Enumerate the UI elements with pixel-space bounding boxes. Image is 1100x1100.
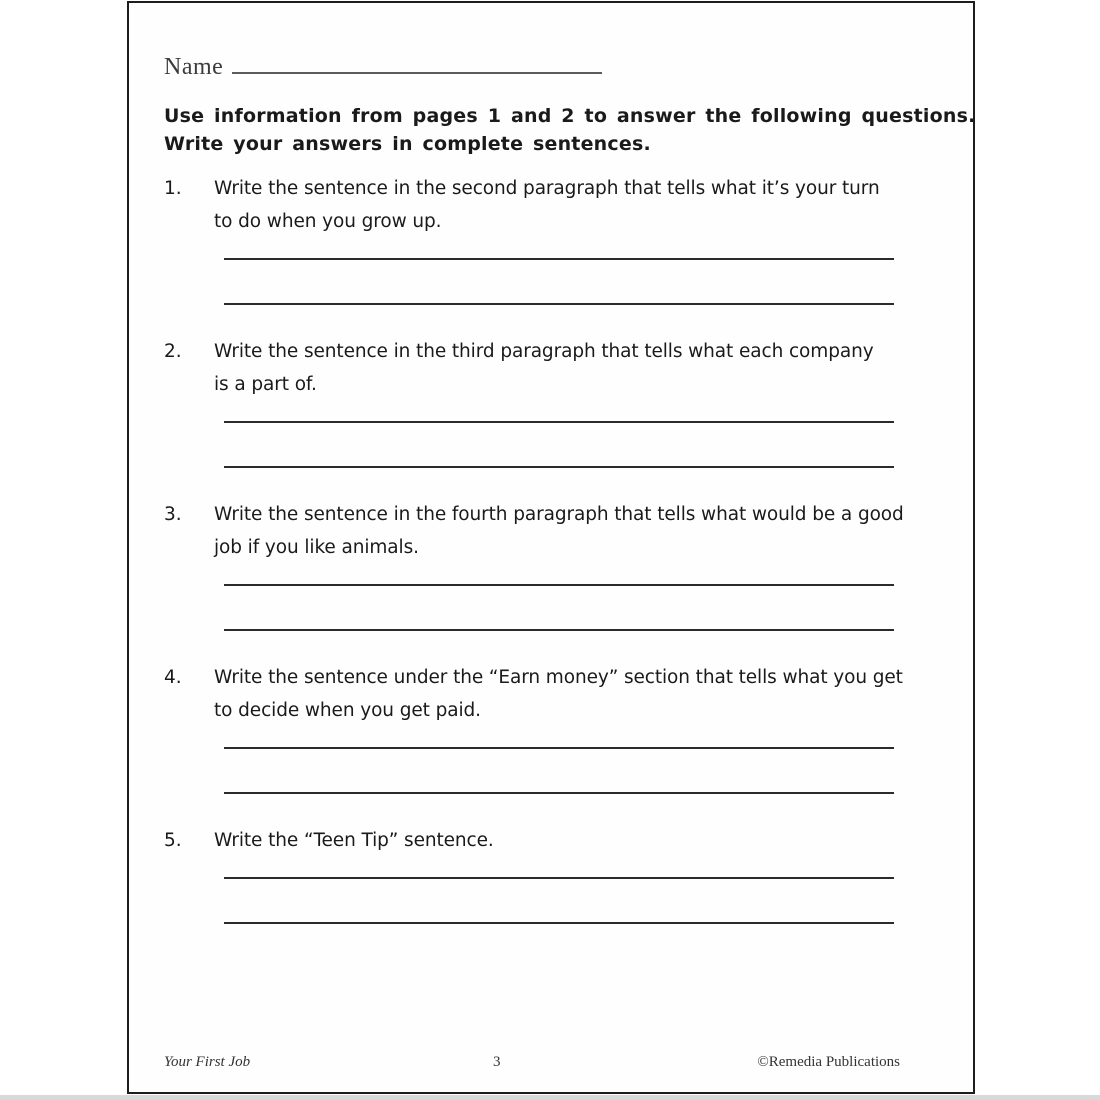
footer-publisher: ©Remedia Publications [757,1054,900,1070]
question-5 [164,824,973,924]
footer-page-number: 3 [493,1054,501,1070]
question-4-text [214,661,903,727]
worksheet-page [127,1,975,1094]
scan-edge-strip [0,1095,1100,1100]
answer-line [224,877,894,879]
question-list [129,172,973,924]
question-1-text [214,172,880,238]
footer-book-title: Your First Job [164,1054,251,1070]
answer-line [224,747,894,749]
name-row [164,49,973,81]
answer-line [224,303,894,305]
instructions-line-1: Use information from pages 1 and 2 to answer the following questions. [164,105,976,128]
instructions [164,102,976,158]
question-4 [164,661,973,794]
question-2-line-1: Write the sentence in the third paragraph that tells what each company [214,341,874,363]
question-1 [164,172,973,305]
question-4-number: 4. [164,667,182,689]
answer-line [224,922,894,924]
question-1-line-1: Write the sentence in the second paragraph that tells what it’s your turn [214,178,880,200]
name-label: Name [164,54,224,81]
question-3-line-2: job if you like animals. [214,537,419,559]
question-3-number: 3. [164,504,182,526]
answer-line [224,258,894,260]
answer-line [224,629,894,631]
instructions-line-2: Write your answers in complete sentences. [164,133,651,156]
question-2-number: 2. [164,341,182,363]
question-5-number: 5. [164,830,182,852]
name-blank-line [232,49,602,74]
question-3-line-1: Write the sentence in the fourth paragraph that tells what would be a good [214,504,904,526]
question-4-line-2: to decide when you get paid. [214,700,481,722]
question-2 [164,335,973,468]
question-1-number: 1. [164,178,182,200]
answer-line [224,792,894,794]
page-footer [129,1054,973,1074]
question-3 [164,498,973,631]
question-2-text [214,335,874,401]
question-4-line-1: Write the sentence under the “Earn money” section that tells what you get [214,667,903,689]
answer-line [224,421,894,423]
question-1-line-2: to do when you grow up. [214,211,442,233]
question-3-text [214,498,904,564]
answer-line [224,584,894,586]
question-5-line-1: Write the “Teen Tip” sentence. [214,830,494,852]
answer-line [224,466,894,468]
question-2-line-2: is a part of. [214,374,317,396]
question-5-text [214,824,494,857]
